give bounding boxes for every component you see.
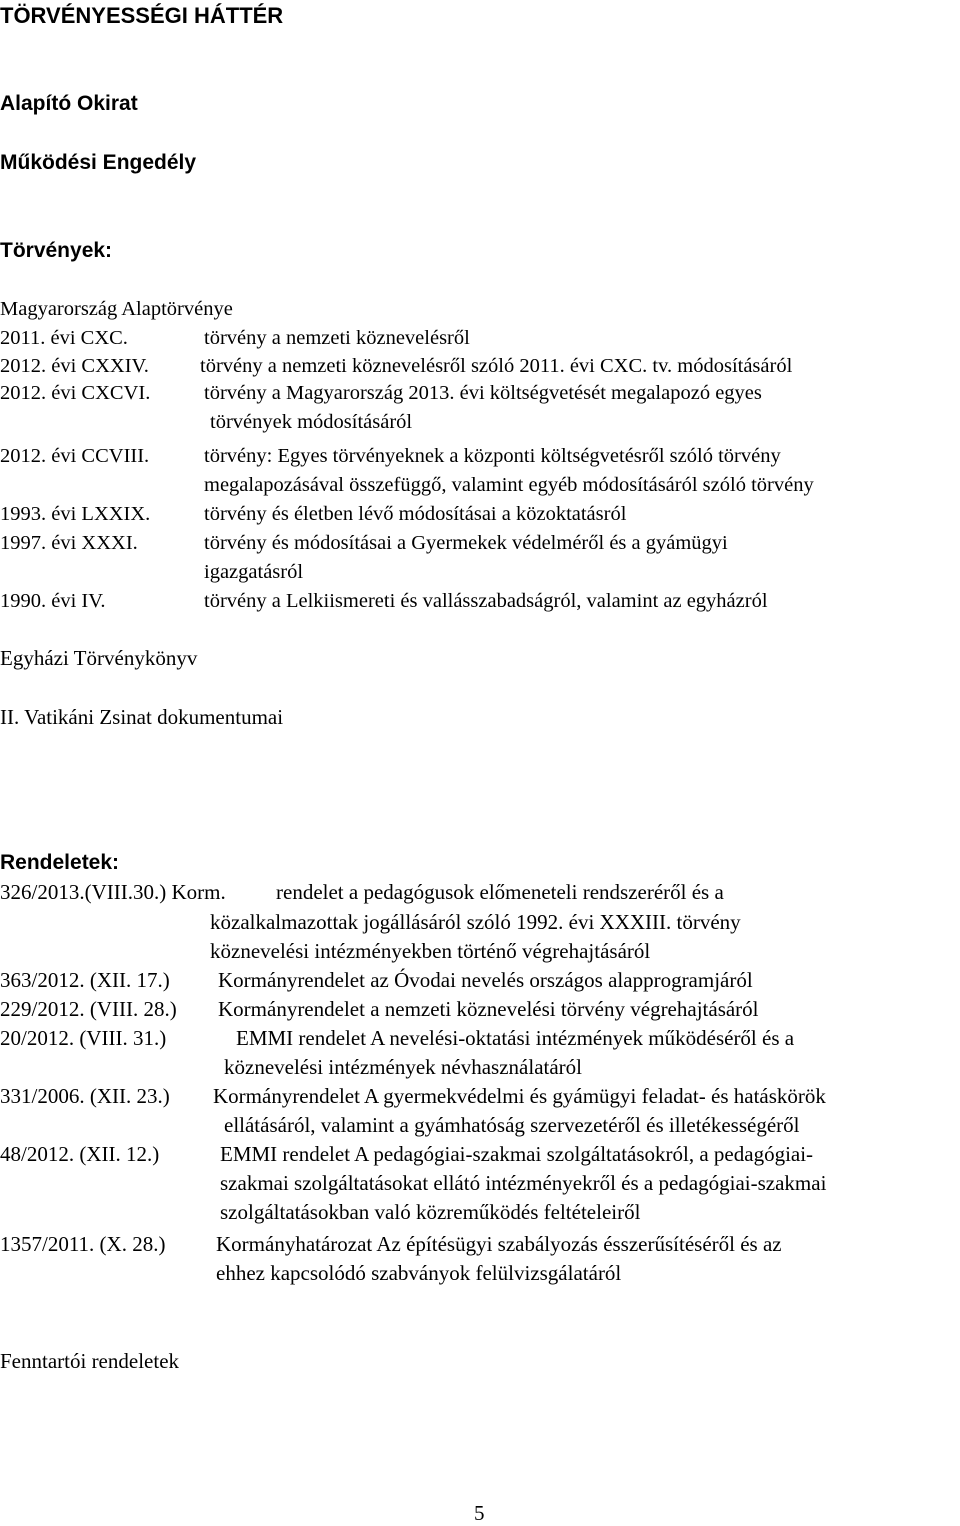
rendelet-text: köznevelési intézmények névhasználatáról	[224, 1055, 583, 1079]
rendelet-text: közalkalmazottak jogállásáról szóló 1992. évi XXXIII. törvény	[210, 910, 741, 934]
vatikani-zsinat: II. Vatikáni Zsinat dokumentumai	[0, 705, 284, 729]
rendelet-text: EMMI rendelet A pedagógiai-szakmai szolgáltatásokról, a pedagógiai-	[220, 1142, 814, 1166]
rendelet-text: Kormányrendelet az Óvodai nevelés országos alapprogramjáról	[218, 968, 753, 992]
rendelet-text: szakmai szolgáltatásokat ellátó intézményekről és a pedagógiai-szakmai	[220, 1171, 827, 1195]
rendelet-ref: 48/2012. (XII. 12.)	[0, 1142, 160, 1166]
law-ref: 2012. évi CXXIV.	[0, 355, 149, 377]
rendelet-ref: 20/2012. (VIII. 31.)	[0, 1026, 167, 1050]
egyhazi-torvenykonyv: Egyházi Törvénykönyv	[0, 646, 198, 670]
page-title: TÖRVÉNYESSÉGI HÁTTÉR	[0, 3, 284, 28]
rendelet-ref: 331/2006. (XII. 23.)	[0, 1084, 170, 1108]
rendelet-text: Kormányrendelet a nemzeti köznevelési törvény végrehajtásáról	[218, 997, 759, 1021]
law-ref: 2012. évi CCVIII.	[0, 445, 150, 467]
law-ref: 1997. évi XXXI.	[0, 532, 138, 554]
rendelet-text: Kormányrendelet A gyermekvédelmi és gyámügyi feladat- és hatáskörök	[213, 1084, 826, 1108]
rendelet-ref: 363/2012. (XII. 17.)	[0, 968, 170, 992]
law-text: megalapozásával összefüggő, valamint egyéb módosításáról szóló törvény	[204, 474, 814, 496]
rendelet-text: EMMI rendelet A nevelési-oktatási intézmények működéséről és a	[236, 1026, 795, 1050]
rendelet-text: szolgáltatásokban való közreműködés feltételeiről	[220, 1200, 641, 1224]
law-text: törvények módosításáról	[210, 411, 413, 433]
law-ref: 2012. évi CXCVI.	[0, 382, 151, 404]
law-text: törvény a Lelkiismereti és vallásszabadságról, valamint az egyházról	[204, 590, 768, 612]
law-ref: 2011. évi CXC.	[0, 327, 128, 349]
law-ref: 1990. évi IV.	[0, 590, 106, 612]
rendelet-text: ehhez kapcsolódó szabványok felülvizsgálatáról	[216, 1261, 622, 1285]
law-text: törvény a nemzeti köznevelésről	[204, 327, 470, 349]
law-text: törvény: Egyes törvényeknek a központi költségvetésről szóló törvény	[204, 445, 781, 467]
section-rendeletek: Rendeletek:	[0, 851, 120, 874]
section-torvenyek: Törvények:	[0, 239, 113, 262]
law-ref: 1993. évi LXXIX.	[0, 503, 151, 525]
rendelet-text: Kormányhatározat Az építésügyi szabályozás ésszerűsítéséről és az	[216, 1232, 782, 1256]
fenntartoi-rendeletek: Fenntartói rendeletek	[0, 1349, 180, 1373]
rendelet-text: köznevelési intézményekben történő végrehajtásáról	[210, 939, 651, 963]
rendelet-ref: 229/2012. (VIII. 28.)	[0, 997, 177, 1021]
rendelet-ref: 1357/2011. (X. 28.)	[0, 1232, 166, 1256]
section-alapito-okirat: Alapító Okirat	[0, 92, 138, 115]
law-ref: Magyarország Alaptörvénye	[0, 298, 233, 320]
rendelet-ref: 326/2013.(VIII.30.) Korm.	[0, 880, 226, 904]
page-number: 5	[474, 1501, 485, 1525]
law-text: törvény és életben lévő módosításai a közoktatásról	[204, 503, 627, 525]
law-text: törvény a Magyarország 2013. évi költségvetését megalapozó egyes	[204, 382, 762, 404]
rendelet-text: ellátásáról, valamint a gyámhatóság szervezetéről és illetékességéről	[224, 1113, 800, 1137]
section-mukodesi-engedely: Működési Engedély	[0, 151, 197, 174]
law-text: igazgatásról	[204, 561, 304, 583]
law-text: törvény és módosításai a Gyermekek védelméről és a gyámügyi	[204, 532, 728, 554]
law-text: törvény a nemzeti köznevelésről szóló 2011. évi CXC. tv. módosításáról	[200, 355, 793, 377]
rendelet-text: rendelet a pedagógusok előmeneteli rendszeréről és a	[276, 880, 724, 904]
